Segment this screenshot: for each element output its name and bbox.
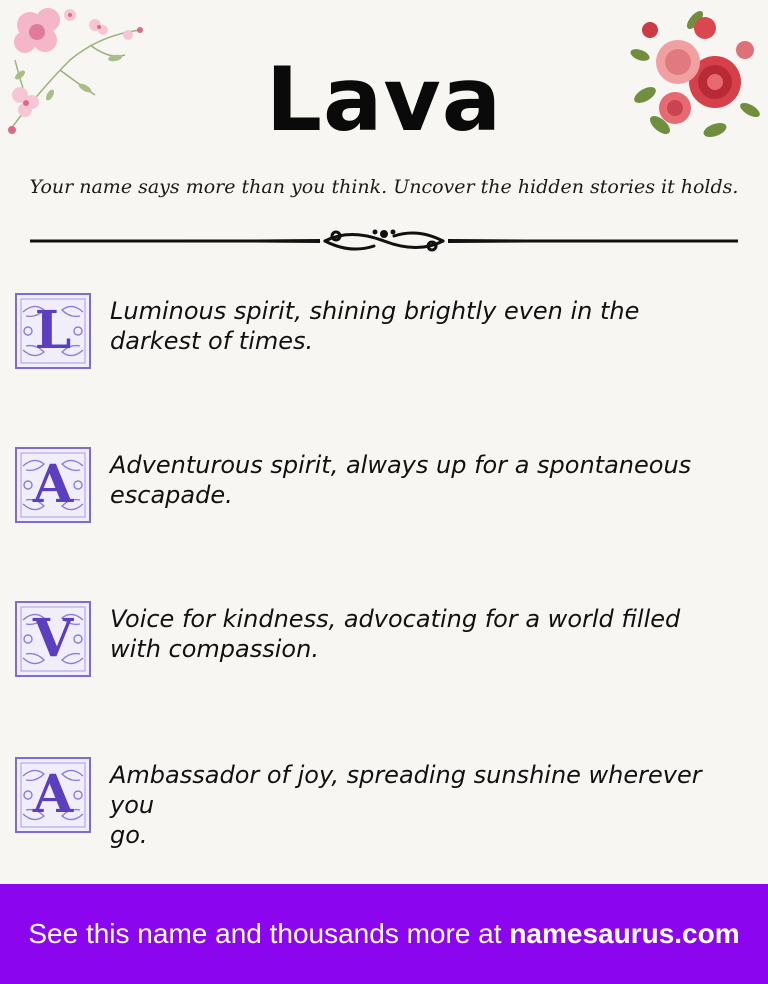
tagline: Your name says more than you think. Uncover the hidden stories it holds. [29, 176, 739, 198]
letter-badge [14, 292, 92, 370]
entry-line: Voice for kindness, advocating for a world filled [110, 605, 681, 633]
list-item [14, 756, 754, 849]
letter-badge [14, 756, 92, 834]
footer-text: See this name and thousands more at [28, 918, 510, 949]
entry-line: Adventurous spirit, always up for a spontaneous [110, 451, 692, 479]
list-item [14, 446, 754, 526]
entry-text [110, 760, 710, 850]
entry-text [110, 604, 710, 664]
entry-line: Ambassador of joy, spreading sunshine wherever you [110, 761, 702, 819]
badge-letter: A [32, 454, 74, 515]
entry-line: with compassion. [110, 635, 319, 663]
badge-letter: V [32, 608, 74, 669]
entry-line: darkest of times. [110, 327, 314, 355]
ornamental-flourish-icon [30, 224, 738, 258]
footer-site-link[interactable]: namesaurus.com [509, 918, 740, 949]
footer-banner [0, 884, 768, 984]
letter-badge [14, 600, 92, 678]
entry-line: escapade. [110, 481, 233, 509]
entry-text [110, 296, 710, 356]
entry-line: Luminous spirit, shining brightly even in the [110, 297, 640, 325]
list-item [14, 600, 754, 680]
badge-letter: L [34, 300, 72, 361]
list-item [14, 292, 754, 372]
entry-line: go. [110, 821, 148, 849]
letter-badge [14, 446, 92, 524]
page-title: Lava [265, 48, 503, 151]
badge-letter: A [32, 764, 74, 825]
entry-text [110, 450, 710, 510]
